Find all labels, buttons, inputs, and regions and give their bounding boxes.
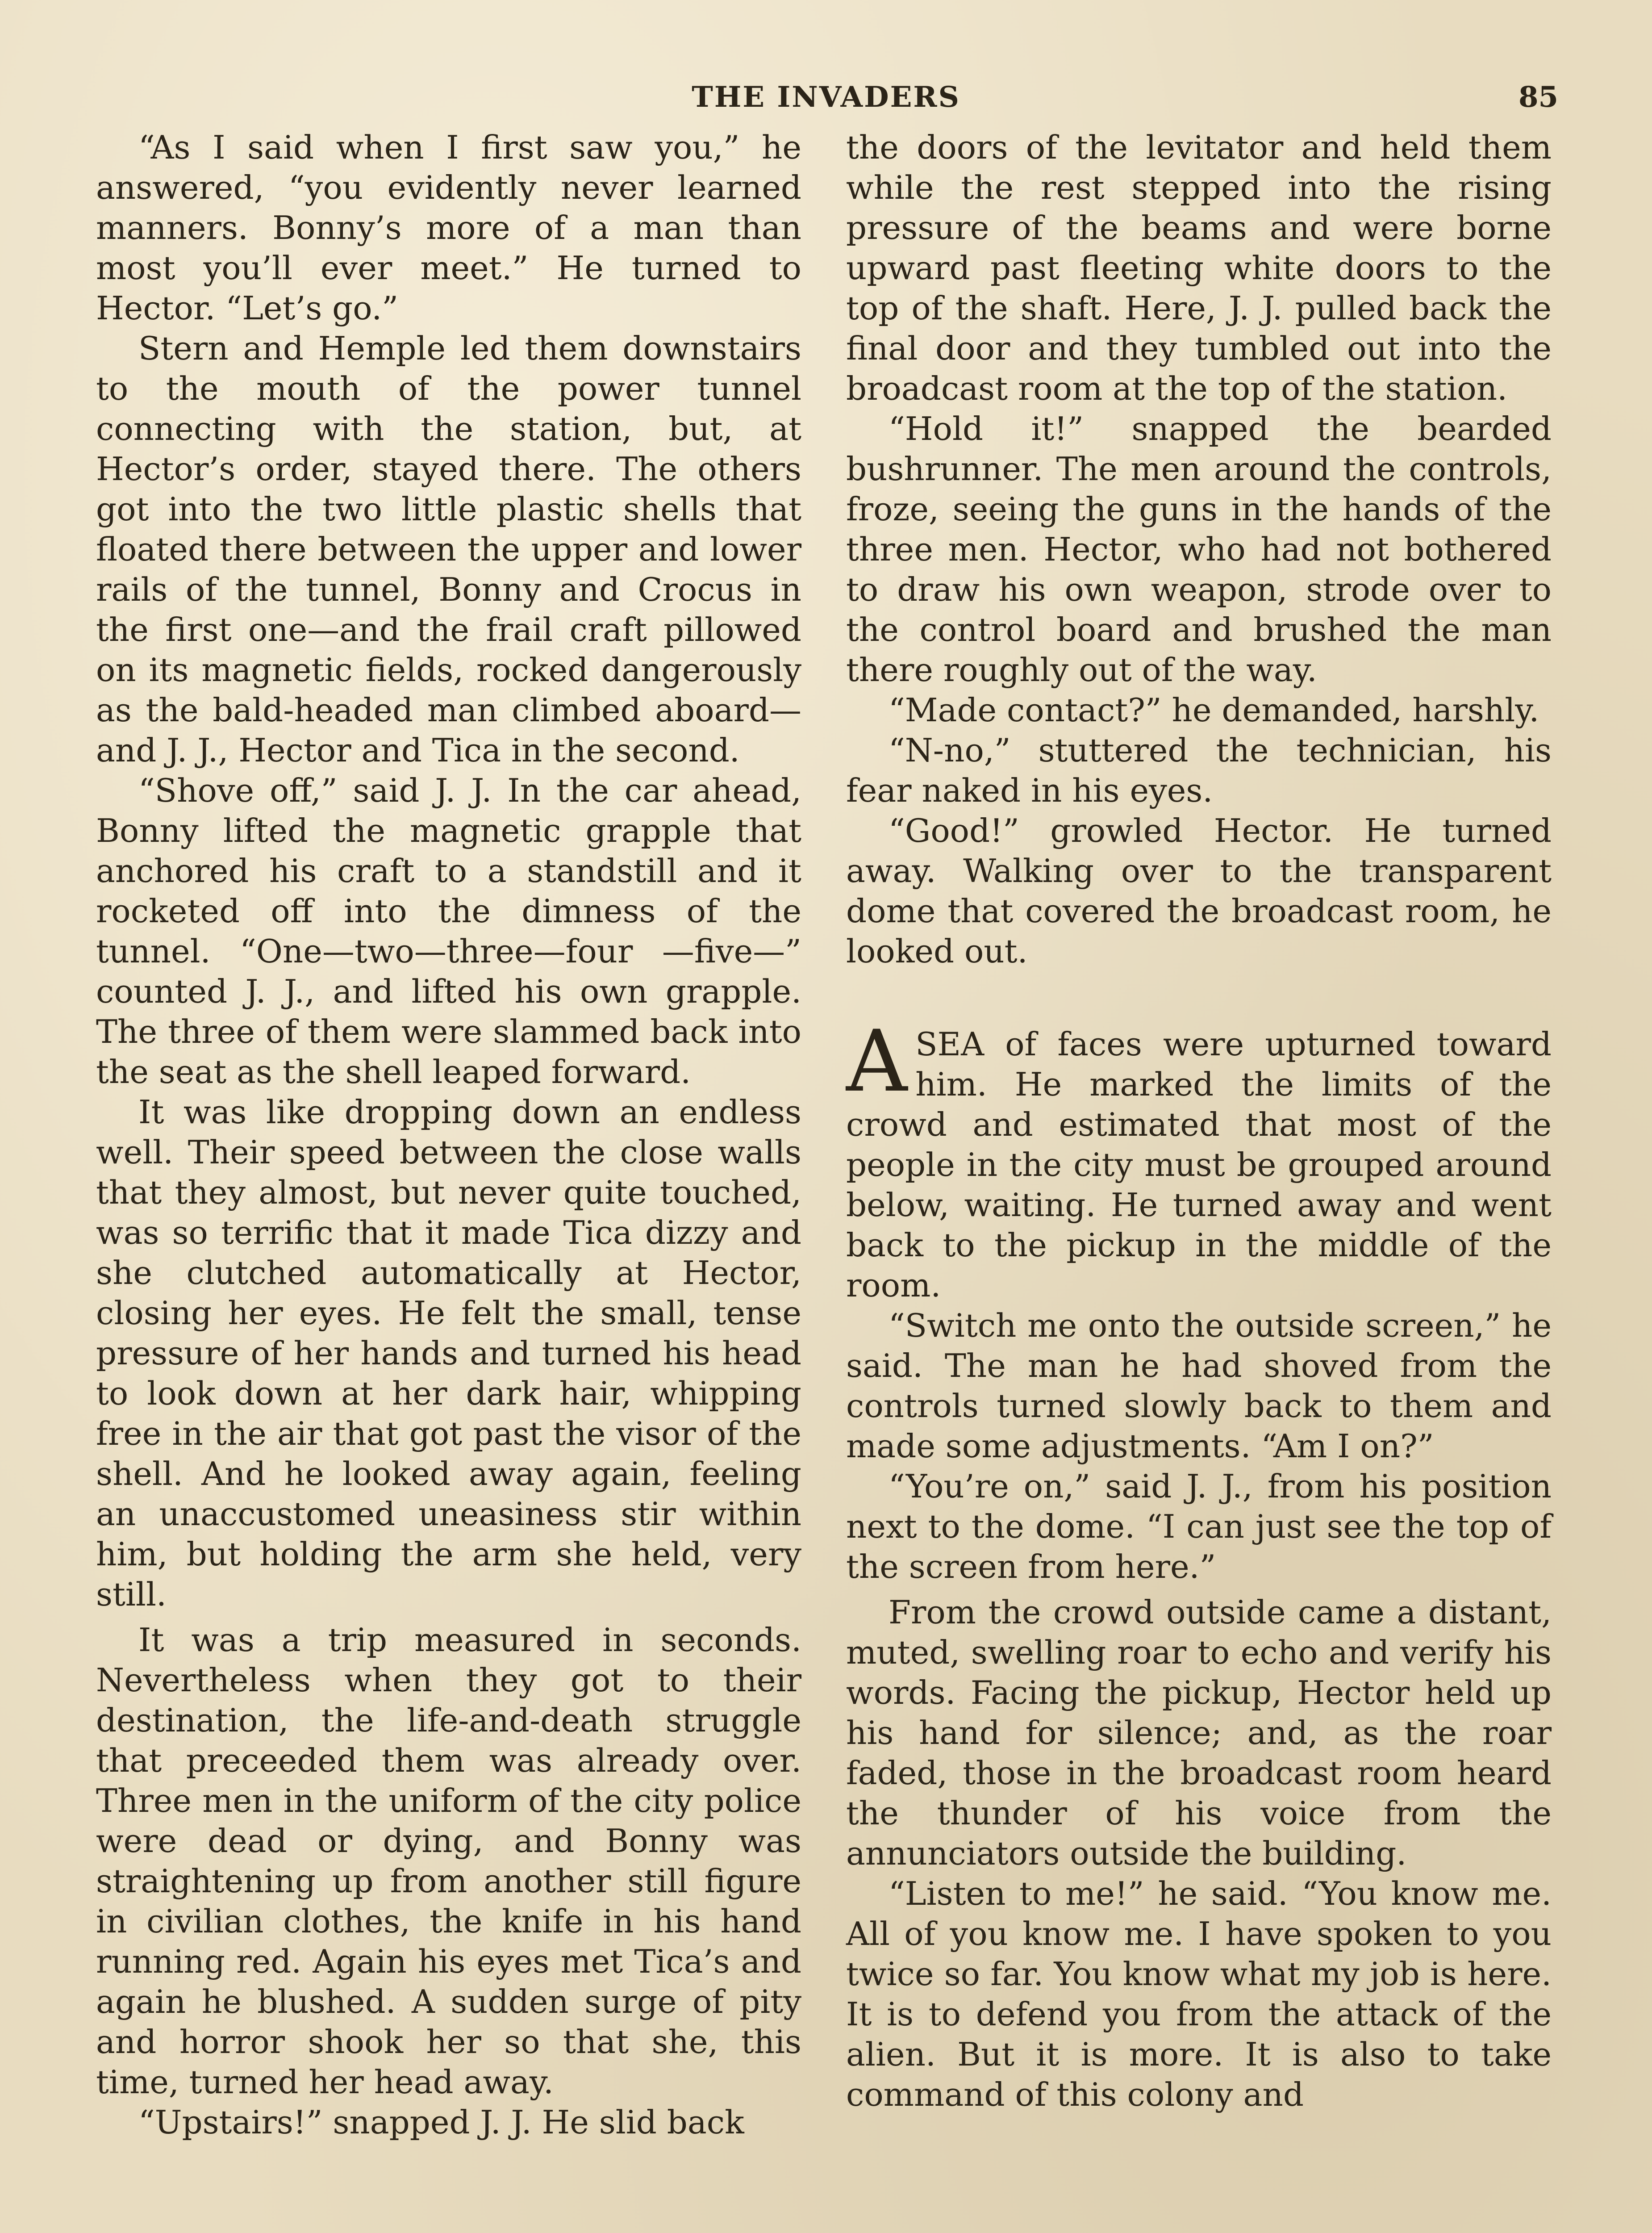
drop-cap: A (846, 1012, 908, 1111)
paragraph: the doors of the levitator and held them while the rest stepped into the rising pressure of the beams and were borne upward past fleeting white doors to the top of the shaft. Here, J. J. pulled back the final door and they tumbled out into the broadcast room at the top of the station. (846, 129, 1552, 407)
paragraph: “You’re on,” said J. J., from his position next to the dome. “I can just see the top of the screen from here.” (846, 1468, 1552, 1585)
section-opening-paragraph (846, 1012, 1552, 1305)
paragraph-text: SEA of faces were upturned toward him. He marked the limits of the crowd and estimated that most of the people in the city must be grouped around below, waiting. He turned away and went back to the pickup in the middle of the room. (846, 1025, 1552, 1304)
paragraph: “Shove off,” said J. J. In the car ahead, Bonny lifted the magnetic grapple that anchored his craft to a standstill and it rocketed off into the dimness of the tunnel. “One—two—three—four —five—” counted J. J., and lifted his own grapple. The three of them were slammed back into the seat as the shell leaped forward. (96, 772, 801, 1091)
page-number: 85 (1518, 80, 1558, 114)
paragraph: “N-no,” stuttered the technician, his fear naked in his eyes. (846, 732, 1552, 809)
paragraph: “Listen to me!” he said. “You know me. All of you know me. I have spoken to you twice so far. You know what my job is here. It is to defend you from the attack of the alien. But it is more. It is also to take command of this colony and (846, 1875, 1552, 2113)
right-column (846, 127, 1552, 2115)
paragraph: From the crowd outside came a distant, muted, swelling roar to echo and verify his words. Facing the pickup, Hector held up his hand for silence; and, as the roar faded, those in the broadcast room heard the thunder of his voice from the annunciators outside the building. (846, 1593, 1552, 1872)
paragraph: Stern and Hemple led them downstairs to the mouth of the power tunnel connecting with the station, but, at Hector’s order, stayed there. The others got into the two little plastic shells that floated there between the upper and lower rails of the tunnel, Bonny and Crocus in the first one—and the frail craft pillowed on its magnetic fields, rocked dangerously as the bald-headed man climbed aboard—and J. J., Hector and Tica in the second. (96, 330, 801, 769)
paragraph: “Switch me onto the outside screen,” he said. The man he had shoved from the controls turned slowly back to them and made some adjustments. “Am I on?” (846, 1307, 1552, 1465)
running-title: THE INVADERS (692, 80, 960, 114)
paragraph: “As I said when I first saw you,” he answered, “you evidently never learned manners. Bonny’s more of a man than most you’ll ever meet.” He turned to Hector. “Let’s go.” (96, 129, 801, 327)
left-column (96, 127, 801, 2142)
paragraph: “Hold it!” snapped the bearded bushrunner. The men around the controls, froze, seeing the guns in the hands of the three men. Hector, who had not bothered to draw his own weapon, strode over to the control board and brushed the man there roughly out of the way. (846, 410, 1552, 689)
paragraph: “Upstairs!” snapped J. J. He slid back (138, 2103, 744, 2141)
paragraph: It was a trip measured in seconds. Nevertheless when they got to their destination, the life-and-death struggle that preceeded them was already over. Three men in the uniform of the city police were dead or dying, and Bonny was straightening up from another still figure in civilian clothes, the knife in his hand running red. Again his eyes met Tica’s and again he blushed. A sudden surge of pity and horror shook her so that she, this time, turned her head away. (96, 1621, 801, 2101)
page-header (94, 80, 1558, 130)
paragraph: “Made contact?” he demanded, harshly. (889, 691, 1539, 729)
paragraph: “Good!” growled Hector. He turned away. Walking over to the transparent dome that covered the broadcast room, he looked out. (846, 812, 1552, 970)
paragraph: It was like dropping down an endless well. Their speed between the close walls that they almost, but never quite touched, was so terrific that it made Tica dizzy and she clutched automatically at Hector, closing her eyes. He felt the small, tense pressure of her hands and turned his head to look down at her dark hair, whipping free in the air that got past the visor of the shell. And he looked away again, feeling an unaccustomed uneasiness stir within him, but holding the arm she held, very still. (96, 1093, 801, 1613)
